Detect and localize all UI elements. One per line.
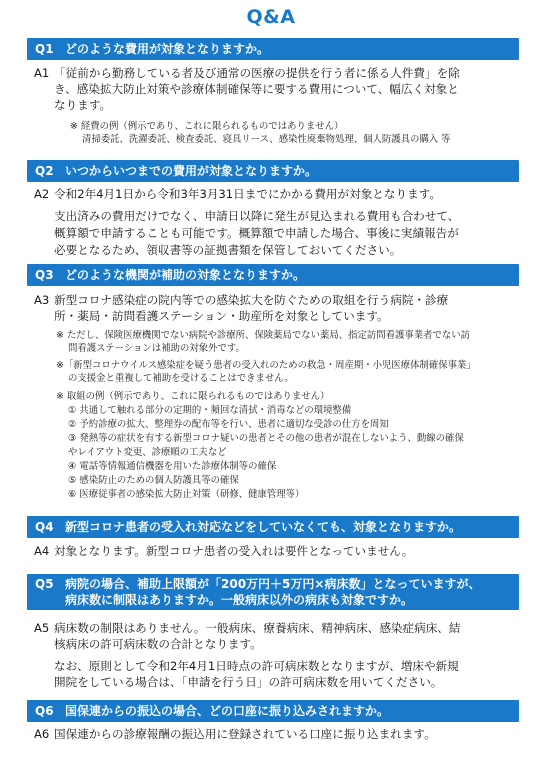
question-text: どのような費用が対象となりますか。 [65,42,270,56]
answer-number: A3 [34,293,50,307]
answer-a3 [34,292,514,324]
answer-number: A2 [34,187,50,201]
question-number: Q6 [35,704,54,718]
note-expense-examples [70,120,450,146]
answer-a5-paragraph [34,658,514,690]
question-text: どのような機関が補助の対象となりますか。 [65,268,306,282]
answer-number: A5 [34,621,50,635]
question-bar-q4 [27,516,519,538]
example-item: ③ 発熱等の症状を有する新型コロナ疑いの患者とその他の患者が混在しないよう、動線の確保 [68,433,464,444]
answer-line: き、感染拡大防止対策や診療体制確保等に要する費用について、幅広く対象と [54,82,459,96]
paragraph-line: なお、原則として令和2年4月1日時点の許可病床数となりますが、増床や新規 [54,659,459,673]
question-bar-q2 [27,160,519,182]
question-bar-q3 [27,264,519,286]
answer-line: 「従前から勤務している者及び通常の医療の提供を行う者に係る人件費」を除 [54,66,460,80]
paragraph-line: 開院をしている場合は、「申請を行う日」の許可病床数を用いてください。 [54,675,443,689]
paragraph-line: 必要となるため、領収書等の証拠書類を保管しておいてください。 [54,243,402,257]
question-text-line2: 病床数に制限はありますか。一般病床以外の病床も対象ですか。 [65,593,414,607]
answer-line: 国保連からの診療報酬の振込用に登録されている口座に振り込まれます。 [54,727,436,741]
question-number: Q1 [35,42,54,56]
note-duplicate-subsidy [56,359,520,385]
answer-a5 [34,620,514,652]
question-number: Q2 [35,164,54,178]
answer-line: 病床数の制限はありません。一般病床、療養病床、精神病床、感染症病床、結 [54,621,461,635]
answer-line: 所・薬局・訪問看護ステーション・助産所を対象としています。 [54,309,389,323]
answer-line: 令和2年4月1日から令和3年3月31日までにかかる費用が対象となります。 [54,187,441,201]
answer-line: 新型コロナ感染症の院内等での感染拡大を防ぐための取組を行う病院・診療 [54,293,449,307]
question-text: 新型コロナ患者の受入れ対応などをしていなくても、対象となりますか。 [65,520,462,534]
answer-number: A4 [34,544,50,558]
question-number: Q4 [35,520,54,534]
question-text: 病院の場合、補助上限額が「200万円＋5万円×病床数」となっていますが、 [65,577,481,591]
paragraph-line: 支出済みの費用だけでなく、申請日以降に発生が見込まれる費用も合わせて、 [54,209,460,223]
answer-number: A1 [34,66,50,80]
examples-heading: ※ 取組の例（例示であり、これに限られるものではありません） [56,391,330,402]
example-item: ⑥ 医療従事者の感染拡大防止対策（研修、健康管理等） [68,489,305,500]
answer-line: 核病床の許可病床数の合計となります。 [54,637,262,651]
example-item: ④ 電話等情報通信機器を用いた診療体制等の確保 [68,461,277,472]
note-line: 問看護ステーションは補助の対象外です。 [68,343,245,354]
note-line: ※「新型コロナウイルス感染症を疑う患者の受入れのための救急・周産期・小児医療体制確保事業」 [56,360,476,371]
note-body: 清掃委託、洗濯委託、検査委託、寝具リース、感染性廃棄物処理、個人防護具の購入 等 [82,134,451,145]
page-title: Q&A [246,6,296,28]
question-number: Q5 [35,577,54,591]
paragraph-line: 概算額で申請することも可能です。概算額で申請した場合、事後に実績報告が [54,226,459,240]
answer-line: 対象となります。新型コロナ患者の受入れは要件となっていません。 [54,544,414,558]
note-line: ※ ただし、保険医療機関でない病院や診療所、保険薬局でない薬局、指定訪問看護事業者でない訪 [56,330,470,341]
answer-line: なります。 [54,98,112,112]
note-eligibility-exclusion [56,329,520,355]
answer-a1 [34,65,514,113]
question-text: 国保連からの振込の場合、どの口座に振り込みされますか。 [65,704,390,718]
example-item: やレイアウト変更、診療順の工夫など [68,447,227,458]
example-item: ① 共通して触れる部分の定期的・頻回な清拭・消毒などの環境整備 [68,405,352,416]
note-line: の支援金と重複して補助を受けることはできません。 [68,373,294,384]
answer-a2-paragraph [34,208,514,259]
note-heading: ※ 経費の例（例示であり、これに限られるものではありません） [70,121,344,132]
answer-a6 [34,726,514,742]
answer-number: A6 [34,727,50,741]
question-bar-q6 [27,700,519,722]
example-item: ⑤ 感染防止のための個人防護具等の確保 [68,475,239,486]
answer-a2 [34,186,514,202]
question-bar-q5 [27,574,519,610]
example-item: ② 予約診療の拡大、整理券の配布等を行い、患者に適切な受診の仕方を周知 [68,419,389,430]
question-number: Q3 [35,268,54,282]
question-text: いつからいつまでの費用が対象となりますか。 [65,164,318,178]
question-bar-q1 [27,38,519,60]
measure-examples [56,390,520,502]
answer-a4 [34,543,514,559]
